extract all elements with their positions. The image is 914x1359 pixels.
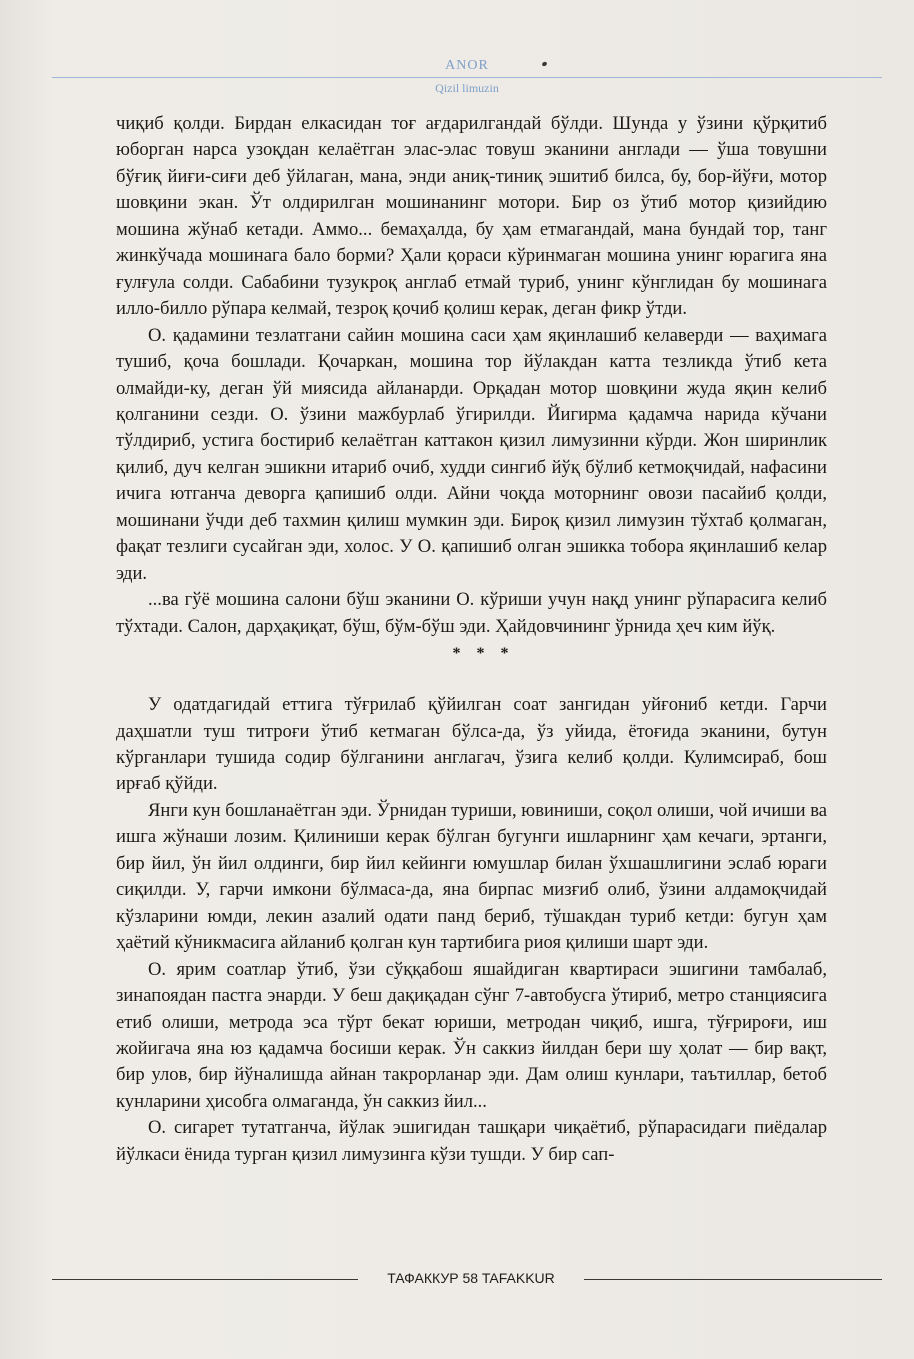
- paragraph-1: чиқиб қолди. Бирдан елкасидан тоғ ағдарилгандай бўлди. Шунда у ўзини қўрқитиб юборган нарса узоқдан келаётган элас-элас товуш эканини англади — ўша товушни бўғиқ йиғи-сиғи деб ўйлаган, мана, энди аниқ-тиниқ эшитиб билса, бу, бор-йўғи, мотор шовқини экан. Ўт олдирилган мошинанинг мотори. Бир оз ўтиб мотор қизийдию мошина жўнаб кетади. Аммо... бемаҳалда, бу ҳам етмагандай, мана бундай тор, танг жинкўчада мошинага бало борми? Ҳали қораси кўринмаган мошина унинг юрагига яна ғулғула солди. Сабабини тузукроқ англаб етмай туриб, унинг кўнглидан бу мошинага илло-билло рўпара келмай, тезроқ қочиб қолиш керак, деган фикр ўтди.: [116, 113, 827, 320]
- section-separator: * * *: [452, 645, 515, 663]
- paragraph-2: О. қадамини тезлатгани сайин мошина саси ҳам яқинлашиб келаверди — ваҳимага тушиб, қоча бошлади. Қочаркан, мошина тор йўлакдан катта тезликда ўтиб кета олмайди-ку, деган ўй миясида айланарди. Орқадан мотор шовқини жуда яқин келиб қолганини сезди. О. ўзини мажбурлаб ўгирилди. Йигирма қадамча нарида кўчани тўлдириб, устига бостириб келаётган каттакон қизил лимузинни кўрди. Жон ширинлик қилиб, дуч келган эшикни итариб очиб, худди сингиб йўқ бўлиб кетмоқчидай, нафасини ичига ютганча деворга қапишиб олди. Айни чоқда моторнинг овози пасайиб қолди, мошинани ўчди деб тахмин қилиш мумкин эди. Бироқ қизил лимузин тўхтаб қолмаган, фақат тезлиги сусайган эди, холос. У О. қапишиб олган эшикка тобора яқинлашиб келар эди.: [116, 324, 827, 584]
- header-rule: [52, 77, 882, 78]
- section-gap: [116, 666, 827, 692]
- footer-rule-left: [52, 1279, 358, 1280]
- footer-rule-right: [584, 1279, 882, 1280]
- paragraph-3: ...ва гўё мошина салони бўш эканини О. кўриши учун нақд унинг рўпарасига келиб тўхтади. Салон, дарҳақиқат, бўш, бўм-бўш эди. Ҳайдовчининг ўрнида ҳеч ким йўқ.: [116, 589, 827, 637]
- story-title: Qizil limuzin: [435, 81, 499, 95]
- footer-page-label: ТАФАККУР 58 TAFAKKUR: [387, 1270, 555, 1286]
- magazine-section-title: ANOR: [445, 58, 489, 73]
- page-footer: [52, 1268, 882, 1292]
- paragraph-6: О. ярим соатлар ўтиб, ўзи сўққабош яшайдиган квартираси эшигини тамбалаб, зинапоядан пастга энарди. У беш дақиқадан сўнг 7-автобусга ўтириб, метро станциясига етиб олиши, метрода эса тўрт бекат юриши, метродан чиқиб, ишга, тўғрироғи, иш жойигача яна юз қадамча босиши керак. Ўн саккиз йилдан бери шу ҳолат — бир вақт, бир улов, бир йўналишда айнан такрорланар эди. Дам олиш кунлари, таътиллар, бетоб кунларини ҳисобга олмаганда, ўн саккиз йил...: [116, 958, 827, 1112]
- article-body: [116, 111, 827, 1168]
- paragraph-4: У одатдагидай еттига тўғрилаб қўйилган соат зангидан уйғониб кетди. Гарчи даҳшатли туш титроғи ўтиб кетмаган бўлса-да, ўз уйида, ётоғида эканини, бутун кўрганлари тушида содир бўлганини англагач, ўзига келиб қолди. Кулимсираб, бош ирғаб қўйди.: [116, 694, 827, 795]
- paragraph-5: Янги кун бошланаётган эди. Ўрнидан туриши, ювиниши, соқол олиши, чой ичиши ва ишга жўнаши лозим. Қилиниши керак бўлган бугунги ишларнинг ҳам кечаги, эртанги, бир йил, ўн йил олдинги, бир йил кейинги юмушлар билан ўхшашлигини эслаб юраги сиқилди. У, гарчи имкони бўлмаса-да, яна бирпас мизғиб олиб, ўзини алдамоқчидай кўзларини юмди, лекин азалий одати панд бериб, тўшакдан туриб кетди: бугун ҳам ҳаётий кўникмасига айланиб қолган кун тартибига риоя қилиши шарт эди.: [116, 799, 827, 954]
- paragraph-7: О. сигарет тутатганча, йўлак эшигидан ташқари чиқаётиб, рўпарасидаги пиёдалар йўлкаси ёнида турган қизил лимузинга кўзи тушди. У бир сап-: [116, 1117, 827, 1165]
- running-header: [0, 56, 914, 96]
